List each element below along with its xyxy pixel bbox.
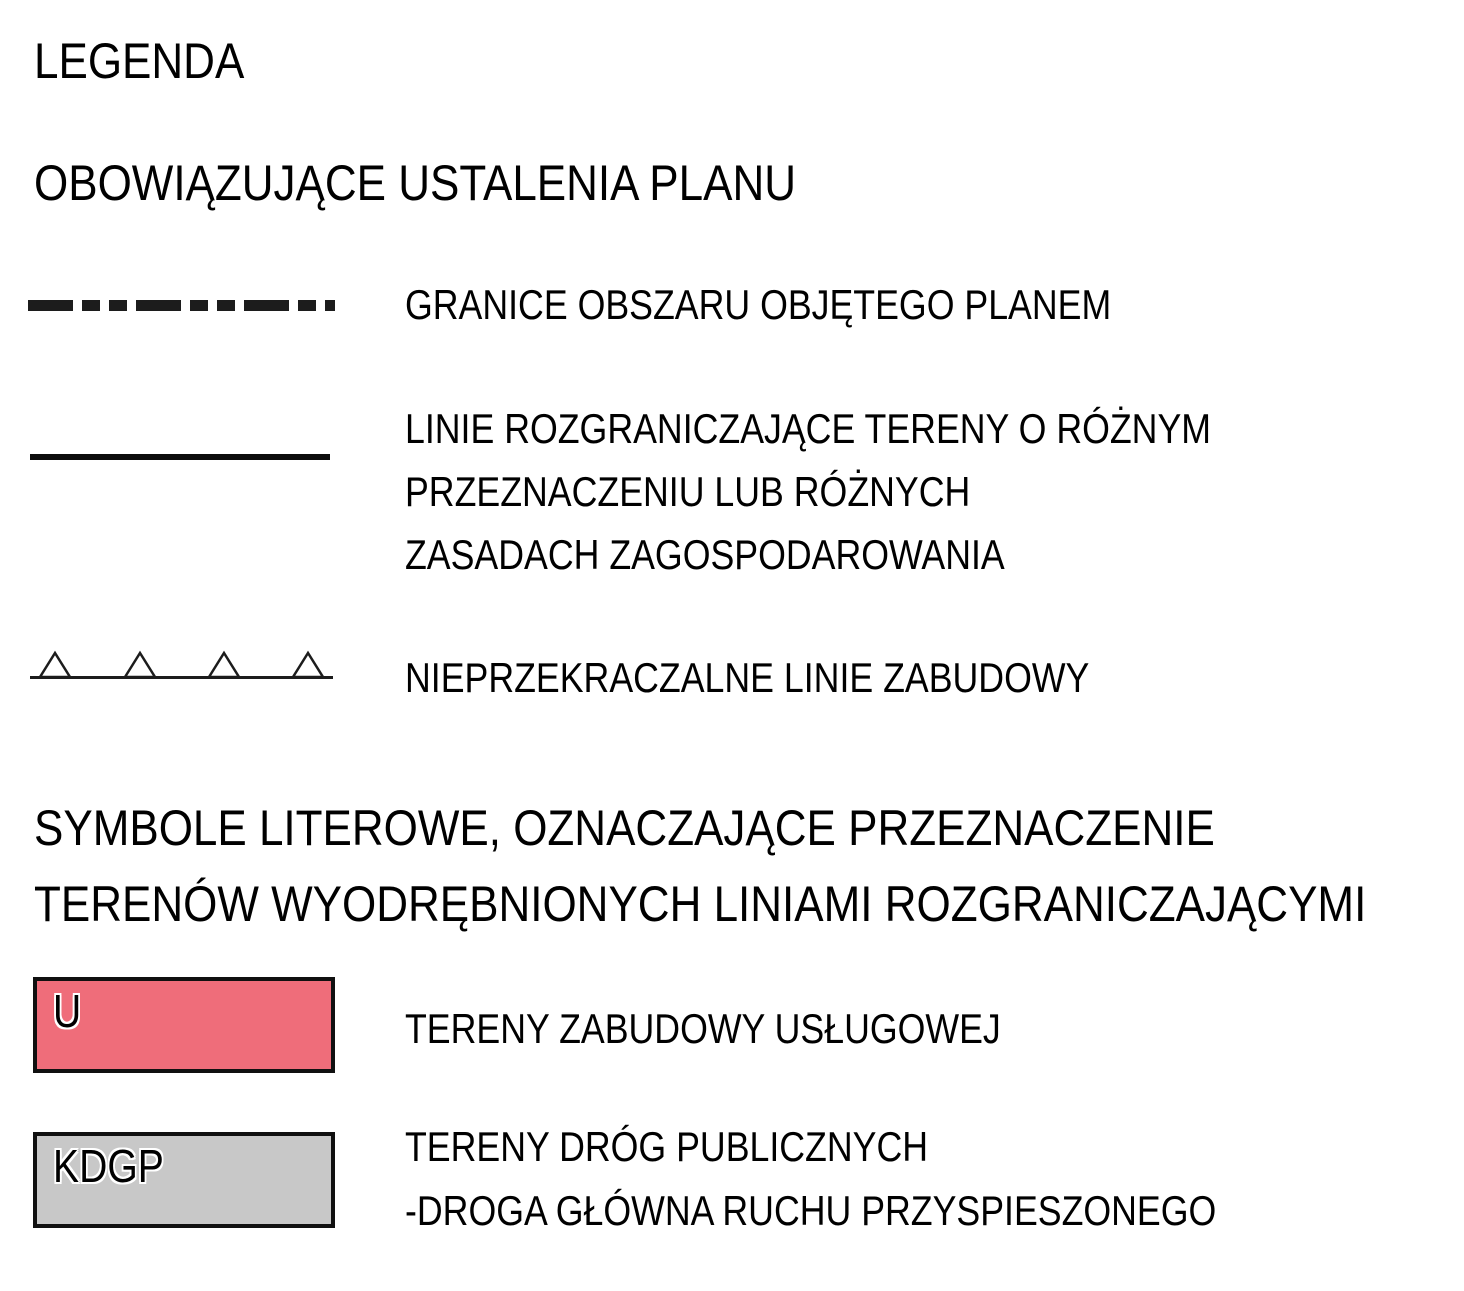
heading-line: TERENÓW WYODRĘBNIONYCH LINIAMI ROZGRANICZAJĄCYMI: [34, 876, 1367, 932]
legend-item-label-setback-line: [405, 654, 1210, 701]
triangle-marker: [209, 653, 239, 677]
triangle-marker: [40, 653, 70, 677]
section-heading-text: OBOWIĄZUJĄCE USTALENIA PLANU: [34, 155, 797, 211]
building-setback-line-symbol: [30, 650, 333, 680]
label-line: TERENY DRÓG PUBLICZNYCH: [405, 1123, 929, 1170]
section-heading-binding-provisions: [34, 155, 900, 211]
zoning-boundary-solid-line-symbol: [30, 454, 330, 460]
legend-item-label-plan-boundary: [405, 281, 1236, 328]
plan-boundary-dashed-line-symbol: [28, 300, 335, 311]
legend-item-label-u: [405, 1005, 1106, 1052]
label-line: ZASADACH ZAGOSPODAROWANIA: [405, 531, 1005, 578]
heading-line: SYMBOLE LITEROWE, OZNACZAJĄCE PRZEZNACZENIE: [34, 800, 1215, 856]
legend-item-label-text: GRANICE OBSZARU OBJĘTEGO PLANEM: [405, 281, 1112, 328]
legend-item-label-kdgp: [405, 1115, 1359, 1243]
page-title-text: LEGENDA: [34, 33, 245, 89]
area-code-u: U: [53, 985, 82, 1037]
legend-item-label-zoning-lines: [405, 397, 1353, 586]
section-heading-letter-symbols: [34, 790, 1464, 942]
legend-item-label-text: TERENY ZABUDOWY USŁUGOWEJ: [405, 1005, 1001, 1052]
label-line: LINIE ROZGRANICZAJĄCE TERENY O RÓŻNYM: [405, 405, 1212, 452]
area-swatch-u: [33, 977, 335, 1073]
setback-base-line: [30, 676, 333, 679]
label-line: -DROGA GŁÓWNA RUCHU PRZYSPIESZONEGO: [405, 1187, 1217, 1234]
area-swatch-kdgp: [33, 1132, 335, 1228]
page-title: [34, 33, 273, 89]
triangle-marker: [293, 653, 323, 677]
triangle-marker: [125, 653, 155, 677]
area-code-kdgp: KDGP: [53, 1140, 164, 1192]
legend-item-label-text: NIEPRZEKRACZALNE LINIE ZABUDOWY: [405, 654, 1090, 701]
label-line: PRZEZNACZENIU LUB RÓŻNYCH: [405, 468, 971, 515]
